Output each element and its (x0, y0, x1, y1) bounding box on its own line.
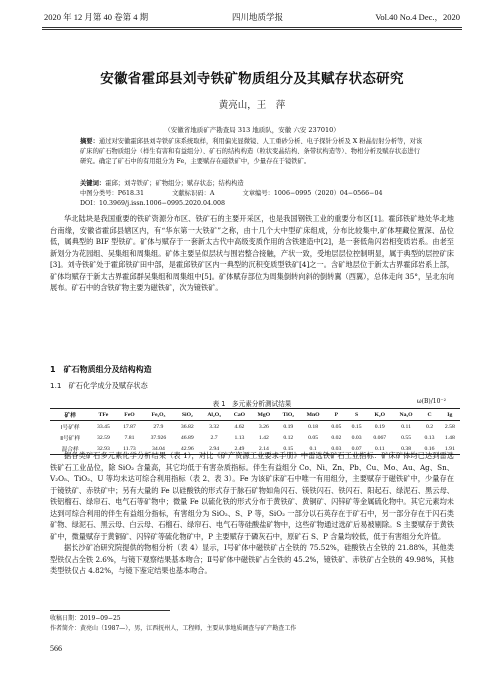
page-number: 566 (50, 644, 62, 653)
table-unit: ω(B)/10⁻² (416, 398, 446, 405)
header-volume: Vol.40 No.4 Dec.，2020 (375, 12, 460, 22)
table-row (50, 432, 460, 443)
table-header-cell: S (347, 409, 367, 421)
abstract-label: 摘要： (80, 138, 99, 145)
footnote (50, 610, 454, 633)
table-header-cell: Al₂O₃ (200, 409, 228, 421)
table-cell: 0.13 (424, 434, 435, 441)
table-cell: 0.55 (401, 434, 412, 441)
table-header-cell: K₂O (367, 409, 393, 421)
table-cell: 4.62 (234, 423, 245, 430)
section-heading-1-1: 1.1 矿石化学成分及赋存状态 (50, 381, 148, 390)
received-date: 收稿日期：2019−09−25 (50, 615, 121, 622)
paper-title: 安徽省霍邱县刘寺铁矿物质组分及其赋存状态研究 (100, 71, 404, 87)
table-header-cell: C (419, 409, 439, 421)
keywords (80, 179, 425, 189)
article-id: 文章编号：1006−0995（2020）04−0566−04 (242, 190, 383, 197)
table-header-cell: MgO (251, 409, 277, 421)
table-cell: 0.03 (326, 443, 346, 455)
header-rule-thin (42, 29, 462, 30)
table-header-cell: Na₂O (393, 409, 420, 421)
intro-paragraph: 华北陆块是我国重要的铁矿资源分布区、铁矿石的主要开采区，也是我国钢铁工业的重要分布区[1]。霍邱铁矿地处华北地台南缘，安徽省霍邱县辖区内，有“华东第一大铁矿”之称，由十几个大中型矿床组成，分布比较集中,矿体埋藏位置深、品位低，属典型的 BIF 型铁矿。矿体与赋存于一套新太古代中高级变质作用的含铁建造中[2]，是一套低角闪岩相变质岩系。由老至新划分为花园组、吴集组和周集组。矿体主要呈似层状与围岩整合接触，产状一致，受地层层位控制明显，属于典型的层控矿床[3]。刘寺铁矿处于霍邱铁矿田中部，是霍邱铁矿区内一典型的沉积变质型铁矿[4]之一。含矿地层位于新太古界霍邱岩系上部，矿体均赋存于新太古界霍邱群吴集组和周集组中[5]。矿体赋存部位为周集倒转向斜的倒转翼（西翼），总体走向 35°，呈北东向展布。矿石中的含铁矿物主要为磁铁矿，次为镜铁矿。 (50, 214, 454, 292)
table-cell: 0.38 (393, 443, 420, 455)
table-cell: 2.58 (444, 423, 455, 430)
table-cell: 1.48 (444, 434, 455, 441)
table-cell: 0.2 (425, 423, 434, 430)
table-row (50, 421, 460, 433)
table-cell: 32.93 (90, 443, 116, 455)
table-cell: 0.03 (351, 434, 362, 441)
analysis-paragraph: 据各类矿石多元素化学分析结果（表 1），对比《矿产资源工业要求手册》中雷选铁矿石工业指标：矿床矿体均已达到雷选铁矿石工业品位，除 SiO₂ 含量高，其它均低于有害杂质指标。伴生有益组分 Co、Ni、Zn、Pb、Cu、Mo、Au、Ag、Sn、V₂O₅、TiO₂、U 等均未达可综合利用指标（表 2、表 3）。Fe 为该矿床矿石中唯一有用组分，主要赋存于磁铁矿中，少量存在于镜铁矿、赤铁矿中；另有大量的 Fe 以硅酸铁的形式存于脉石矿物如角闪石、镁铁闪石、铁闪石、阳起石、绿泥石、黑云母、铁铝榴石、绿帘石、电气石等矿物中；微量 Fe 以硫化铁的形式分布于黄铁矿、黄铜矿、闪锌矿等金属硫化物中。其它元素均未达到可综合利用的伴生有益组分指标，有害组分为 SiO₂、S、P 等，SiO₂ 一部分以石英存在于矿石中，另一部分存在于闪石类矿物、绿泥石、黑云母、白云母、石榴石、绿帘石、电气石等硅酸盐矿物中，这些矿物通过选矿后易被剔除。S 主要赋存于黄铁矿中，微量赋存于黄铜矿、闪锌矿等硫化物矿中，P 主要赋存于磷灰石中，原矿石 S、P 含量均较低，低于有害组分允许值。 据长沙矿冶研究院提供的物相分析（表 4）显示，Ⅰ号矿体中磁铁矿占全铁的 75.52%，硅酸铁占全铁的 21.88%，其他类型铁仅占全铁 2.6%，与镜下观察结果基本吻合；Ⅱ号矿体中磁铁矿占全铁的 45.2%，镜铁矿、赤铁矿占全铁的 49.98%，其他类型铁仅占 4.82%，与镜下鉴定结果也基本吻合。 (50, 451, 454, 575)
table-header-cell: Fe₂O₃ (142, 409, 174, 421)
table-header-cell: CaO (228, 409, 251, 421)
table-cell: 34.04 (142, 443, 174, 455)
table-cell: 0.11 (367, 443, 393, 455)
table-cell: 37.926 (150, 434, 167, 441)
table-cell: 0.18 (308, 423, 319, 430)
table-cell: Ⅱ号矿样 (60, 436, 81, 442)
table-cell: 0.19 (283, 423, 294, 430)
table-cell: 36.82 (180, 423, 194, 430)
table-header-cell: P (326, 409, 346, 421)
table-cell: 0.11 (401, 423, 411, 430)
table-cell: 11.73 (116, 443, 142, 455)
header-issue: 2020 年 12 月第 40 卷第 4 期 (44, 12, 149, 22)
table-cell: 2.94 (200, 443, 228, 455)
document-code: 文献标识码：A (172, 190, 215, 197)
table-cell: 3.32 (209, 423, 220, 430)
header-journal: 四川地质学报 (232, 12, 284, 22)
table-cell: 0.067 (373, 434, 387, 441)
table-cell: 0.16 (419, 443, 439, 455)
abstract (80, 137, 425, 166)
header-rule-thick (42, 27, 462, 28)
table-cell: 7.81 (124, 434, 135, 441)
doi: DOI：10.3969/j.issn.1006−0995.2020.04.008 (80, 199, 226, 207)
table-cell: 46.89 (180, 434, 194, 441)
running-header (0, 0, 504, 28)
clc-number: 中图分类号：P618.31 (80, 190, 145, 197)
table-cell: 2.7 (210, 434, 218, 441)
table-header-cell: SiO₂ (174, 409, 200, 421)
table-cell: Ⅰ号矿样 (60, 425, 80, 431)
footnote-rule (50, 610, 170, 611)
table-cell: 33.45 (97, 423, 110, 430)
table-cell: 0.15 (277, 443, 300, 455)
table-cell: 17.87 (123, 423, 136, 430)
authors: 黄亮山，王 萍 (218, 100, 286, 111)
table-cell: 1.13 (234, 434, 245, 441)
table-cell: 0.15 (351, 423, 362, 430)
keywords-label: 关键词： (80, 180, 106, 187)
table-cell: 0.05 (331, 423, 342, 430)
table-header-cell: 矿样 (50, 409, 90, 421)
table-header-cell: FeO (116, 409, 142, 421)
article-meta (80, 189, 425, 208)
table-header-cell: TFe (90, 409, 116, 421)
analysis-table (50, 408, 460, 455)
author-bio: 作者简介：黄亮山（1987—），男，江西抚州人，工程师，主要从事地质调查与矿产勘查工作 (50, 624, 297, 632)
table-cell: 0.19 (374, 423, 385, 430)
table-cell: 0.05 (308, 434, 319, 441)
table-header-cell: Ig (440, 409, 460, 421)
affiliation: （安徽省地质矿产勘查局 313 地质队，安徽 六安 237010） (164, 126, 340, 134)
table-cell: 2.49 (228, 443, 251, 455)
table-header-row (50, 409, 460, 421)
table-cell: 1.91 (440, 443, 460, 455)
table-caption: 表 1 多元素分析测试结果 (212, 400, 292, 408)
keywords-text: 霍邱；刘寺铁矿；矿物组分；赋存状态；结构构造 (105, 180, 244, 187)
table-cell: 混合样 (50, 443, 90, 455)
table-cell: 32.59 (97, 434, 110, 441)
table-cell: 0.07 (347, 443, 367, 455)
abstract-text: 通过对安徽霍邱县刘寺铁矿床系统取样，利用偏光显微镜、人工重砂分析、电子探针分析及 X 粉晶衍射分析等，对该矿床的矿石物质组分（样生有害和有益组分）、矿石的结构构造（粒状变晶结构、条带状构造等）、物相分析及赋存状态进行研究。确定了矿石中的有用组分为 Fe，主要赋存在磁铁矿中，少量存在于镜铁矿。 (80, 138, 423, 165)
table-header-cell: TiO₂ (277, 409, 300, 421)
section-heading-1: 1 矿石物质组分及结构构造 (50, 365, 152, 374)
table-header-cell: MnO (300, 409, 326, 421)
table-cell: 27.9 (153, 423, 164, 430)
table-cell: 1.42 (258, 434, 269, 441)
table-cell: 42.96 (174, 443, 200, 455)
table-cell: 0.12 (283, 434, 294, 441)
table-cell: 3.26 (258, 423, 269, 430)
table-cell: 0.1 (300, 443, 326, 455)
table-cell: 0.02 (331, 434, 342, 441)
table-cell: 2.14 (251, 443, 277, 455)
